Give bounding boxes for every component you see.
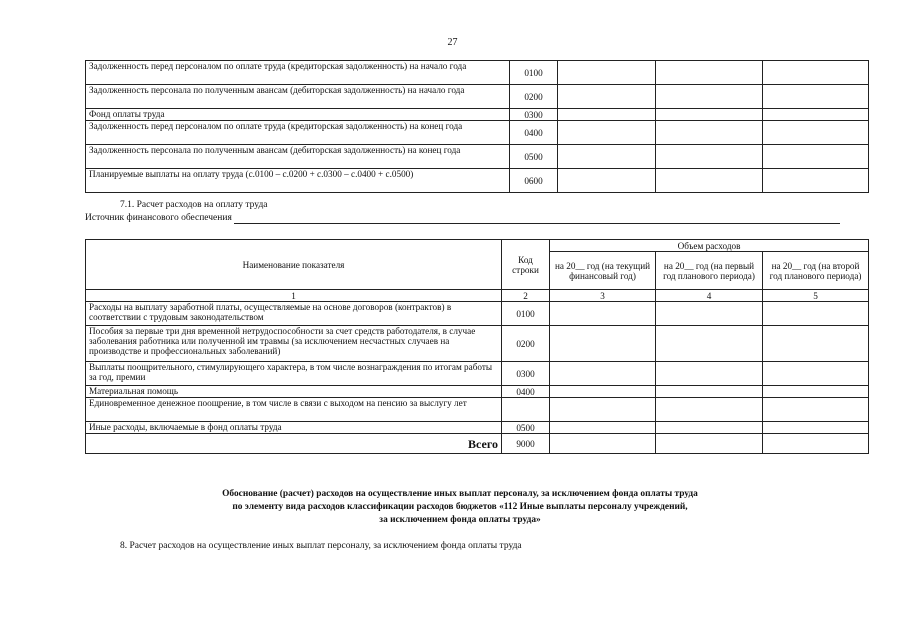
table-row [86,145,869,169]
header-name: Наименование показателя [86,240,502,290]
row-code: 0300 [502,362,550,386]
value-cell[interactable] [550,434,656,454]
value-cell[interactable] [656,362,763,386]
value-cell[interactable] [558,109,656,121]
value-cell[interactable] [656,326,763,362]
total-label: Всего [86,434,502,454]
value-cell[interactable] [550,326,656,362]
value-cell[interactable] [656,169,763,193]
row-name: Планируемые выплаты на оплату труда (с.0100 – с.0200 + с.0300 – с.0400 + с.0500) [86,169,510,193]
value-cell[interactable] [656,109,763,121]
header-year-first: на 20__ год (на первый год планового периода) [656,252,763,290]
table-row [86,386,869,398]
row-code [502,398,550,422]
value-cell[interactable] [763,121,869,145]
value-cell[interactable] [558,85,656,109]
table-row [86,61,869,85]
value-cell[interactable] [763,85,869,109]
row-name: Единовременное денежное поощрение, в том числе в связи с выходом на пенсию за выслугу лет [86,398,502,422]
value-cell[interactable] [656,422,763,434]
table-row [86,398,869,422]
table-row [86,302,869,326]
value-cell[interactable] [550,362,656,386]
row-code: 0200 [502,326,550,362]
value-cell[interactable] [763,422,869,434]
row-code: 0100 [510,61,558,85]
row-code: 0400 [502,386,550,398]
row-name: Задолженность перед персоналом по оплате труда (кредиторская задолженность) на конец года [86,121,510,145]
justification-line-2: по элементу вида расходов классификации расходов бюджетов «112 Иные выплаты персоналу учреждений, [232,502,688,512]
justification-line-1: Обоснование (расчет) расходов на осуществление иных выплат персоналу, за исключением фонда оплаты труда [222,489,698,499]
value-cell[interactable] [763,362,869,386]
value-cell[interactable] [558,61,656,85]
row-name: Расходы на выплату заработной платы, осуществляемые на основе договоров (контрактов) в соответствии с трудовым законодательством [86,302,502,326]
value-cell[interactable] [656,302,763,326]
row-code: 0600 [510,169,558,193]
value-cell[interactable] [656,434,763,454]
value-cell[interactable] [763,326,869,362]
value-cell[interactable] [763,398,869,422]
value-cell[interactable] [550,422,656,434]
row-code: 0400 [510,121,558,145]
top-table [85,60,869,193]
table-row [86,85,869,109]
column-number: 3 [550,290,656,302]
table-row [86,326,869,362]
header-volume: Объем расходов [550,240,869,252]
value-cell[interactable] [656,85,763,109]
row-name: Фонд оплаты труда [86,109,510,121]
value-cell[interactable] [763,434,869,454]
value-cell[interactable] [656,145,763,169]
value-cell[interactable] [763,109,869,121]
column-number: 2 [502,290,550,302]
header-code: Код строки [502,240,550,290]
row-name: Выплаты поощрительного, стимулирующего характера, в том числе вознаграждения по итогам работы за год, премии [86,362,502,386]
row-name: Задолженность персонала по полученным авансам (дебиторская задолженность) на конец года [86,145,510,169]
expenses-table [85,239,869,454]
total-row [86,434,869,454]
page-number: 27 [447,37,458,48]
row-code: 0200 [510,85,558,109]
header-year-current: на 20__ год (на текущий финансовый год) [550,252,656,290]
row-name: Задолженность персонала по полученным авансам (дебиторская задолженность) на начало года [86,85,510,109]
row-code: 0500 [510,145,558,169]
value-cell[interactable] [550,386,656,398]
value-cell[interactable] [558,169,656,193]
value-cell[interactable] [550,398,656,422]
value-cell[interactable] [763,302,869,326]
section-8-heading: 8. Расчет расходов на осуществление иных выплат персоналу, за исключением фонда оплаты труда [120,541,522,551]
table-row [86,169,869,193]
value-cell[interactable] [550,302,656,326]
table-row [86,109,869,121]
row-name: Задолженность перед персоналом по оплате труда (кредиторская задолженность) на начало года [86,61,510,85]
justification-line-3: за исключением фонда оплаты труда» [379,515,541,525]
value-cell[interactable] [763,386,869,398]
total-code: 9000 [502,434,550,454]
funding-source-row [85,213,840,224]
value-cell[interactable] [656,386,763,398]
funding-source-label: Источник финансового обеспечения [85,213,232,223]
row-code: 0300 [510,109,558,121]
row-name: Пособия за первые три дня временной нетрудоспособности за счет средств работодателя, в случае заболевания работника или полученной им травмы (за исключением несчастных случаев на производстве и профессиональных заболеваний) [86,326,502,362]
row-code: 0100 [502,302,550,326]
header-year-second: на 20__ год (на второй год планового периода) [763,252,869,290]
table-row [86,362,869,386]
funding-source-field[interactable] [234,213,840,224]
header-row [86,240,869,252]
column-number: 5 [763,290,869,302]
value-cell[interactable] [763,169,869,193]
section-7-1-heading: 7.1. Расчет расходов на оплату труда [120,200,268,210]
value-cell[interactable] [656,61,763,85]
table-row [86,121,869,145]
column-numbers-row [86,290,869,302]
row-name: Иные расходы, включаемые в фонд оплаты труда [86,422,502,434]
column-number: 4 [656,290,763,302]
value-cell[interactable] [656,398,763,422]
value-cell[interactable] [763,145,869,169]
value-cell[interactable] [558,145,656,169]
value-cell[interactable] [558,121,656,145]
row-code: 0500 [502,422,550,434]
column-number: 1 [86,290,502,302]
row-name: Материальная помощь [86,386,502,398]
value-cell[interactable] [763,61,869,85]
table-row [86,422,869,434]
value-cell[interactable] [656,121,763,145]
